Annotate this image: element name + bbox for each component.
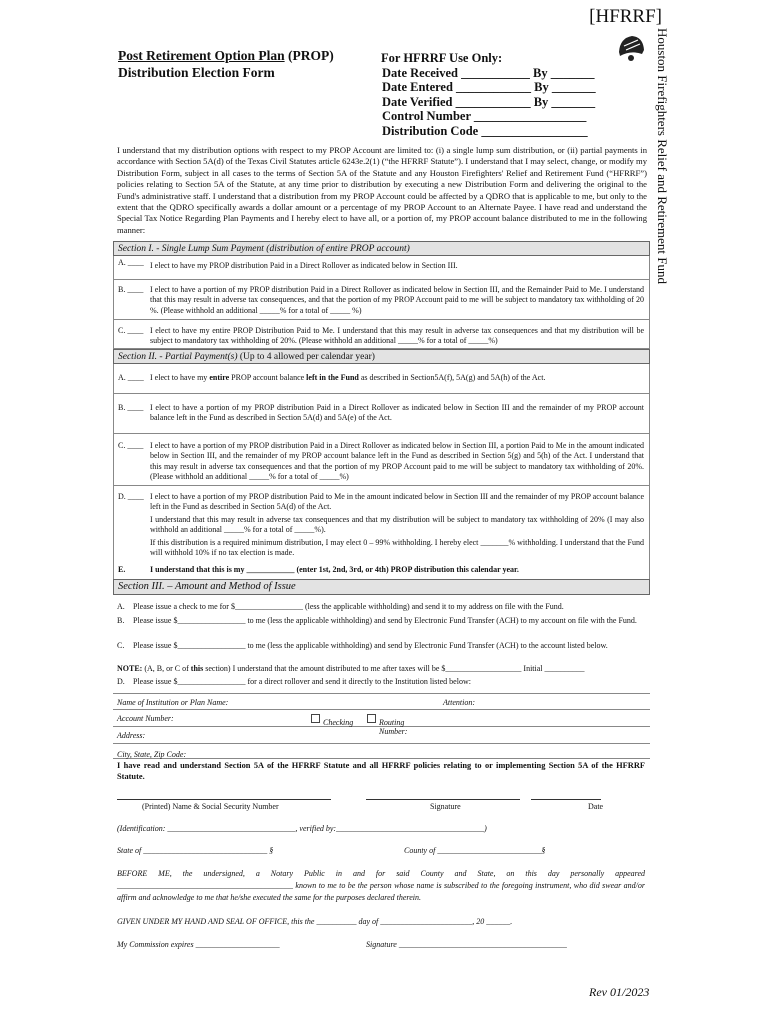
option-label: B. ____ [118, 403, 144, 412]
section-2-option-b[interactable] [113, 394, 650, 434]
option-label: C. ____ [118, 441, 144, 450]
option-text: I elect to have my entire PROP account balance left in the Fund as described in Section5A(f), 5A(g) and 5A(h) of the Act. [150, 373, 546, 382]
option-text: I elect to have a portion of my PROP distribution Paid to Me in the amount indicated below in Section III and the remainder of my PROP account balance left in the Fund as described in Section 5A(d) of the Act. I understand that this may result in adverse tax consequences and that my distribution will be subject to mandatory tax withholding of 20% (I may also withhold an additional _____% for a total of _____%). If this distribution is a required minimum distribution, I may elect 0 – 99% withholding. I hereby elect _______% withholding. I understand that the Fund will withhold 10% if no tax election is made. [150, 492, 644, 558]
section-1-heading: Section I. - Single Lump Sum Payment (distribution of entire PROP account) [113, 241, 650, 256]
institution-name-field[interactable]: Name of Institution or Plan Name: Attention: [113, 693, 650, 710]
office-distribution-code[interactable]: Distribution Code _________________ [382, 123, 588, 138]
firefighter-helmet-logo [616, 30, 646, 70]
option-label: B. ____ [118, 285, 144, 294]
city-state-zip-field[interactable]: City, State, Zip Code: [113, 744, 650, 759]
option-text: I elect to have a portion of my PROP distribution Paid in a Direct Rollover as indicated below in Section III, a portion Paid to Me in the amount indicated below in Section III, and the remainder of my PROP account balance left in the Fund as described in Section 5(g) and 5(h) of the Act. I understand that this may result in adverse tax consequences and that the portion of my PROP Account paid to me will be subject to mandatory tax withholding of 20%. (Please withhold an additional _____% for a total of _____%) [150, 441, 644, 482]
attention-field[interactable]: Attention: [443, 698, 475, 707]
office-control-number[interactable]: Control Number __________________ [382, 109, 587, 123]
option-label: D. ____ [118, 492, 144, 501]
office-use-block [382, 51, 596, 138]
option-text: I elect to have a portion of my PROP distribution Paid in a Direct Rollover as indicated below in Section III, and the Remainder Paid to Me. I understand that this may result in adverse tax consequences, and that the portion of my PROP Account paid to me will be subject to mandatory tax withholding of 20 %. (Please withhold an additional _____% for a total of _____ %) [150, 285, 644, 315]
given-under-hand-line[interactable]: GIVEN UNDER MY HAND AND SEAL OF OFFICE, this the __________ day of _______________________, 20 ______. [117, 917, 513, 926]
option-label: A. ____ [118, 258, 144, 267]
signature-line[interactable] [366, 799, 520, 800]
sidebar-fund-name: Houston Firefighters Relief and Retirement Fund [655, 28, 670, 284]
date-line[interactable] [531, 799, 601, 800]
office-date-received[interactable]: Date Received ___________ By _______ [382, 65, 595, 80]
intro-paragraph: I understand that my distribution options with respect to my PROP Account are limited to: (i) a single lump sum distribution, or (ii) partial payments in accordance with Section 5A(d) of the Texas Civil Statutes article 6243e.2(1) (“the HFRRF Statute”). I understand that I may select, change, or modify my Distribution Form, subject in all cases to the terms of Section 5A of the Statute and any Houston Firefighters' Relief and Retirement Fund (“HFRRF”) policies relating to Section 5A of the Statute, at any time prior to distribution by executing a new Distribution Form and delivering the original to the Fund's administrative staff. I understand that a distribution from my PROP Account could be affected by a QDRO that is applicable to me, but only to the extent that the QDRO specifically awards a dollar amount or a percentage of my PROP Account to an Alternate Payee. I have read and understand the Special Tax Notice Regarding Plan Payments and I hereby elect to have all, or a portion of, my PROP account balance distributed to me in the following manner: [117, 145, 647, 235]
option-label: A. ____ [118, 373, 144, 382]
section-3-heading: Section III. – Amount and Method of Issue [113, 579, 650, 595]
section-2-title: Section II. - Partial Payment(s) [118, 352, 238, 362]
section-1-option-b[interactable] [113, 280, 650, 320]
office-use-heading: For HFRRF Use Only: [381, 51, 503, 65]
notary-statement: BEFORE ME, the undersigned, a Notary Public in and for said County and State, on this day personally appeared ____________________________________________ known to me to be the person whose name is subscribed to the foregoing instrument, who did swear and/or affirm and acknowledge to me that he/she executed the same for the purposes declared therein. [117, 869, 645, 903]
section-1-option-c[interactable] [113, 320, 650, 349]
address-field[interactable]: Address: [113, 727, 650, 744]
section-3-option-b[interactable]: B. Please issue $_________________ to me (less the applicable withholding) and send by Electronic Fund Transfer (ACH) to my account on file with the Fund. [117, 616, 637, 625]
option-e-text[interactable]: I understand that this is my ____________ (enter 1st, 2nd, 3rd, or 4th) PROP distribution this calendar year. [150, 565, 519, 574]
section-2-heading [113, 349, 650, 364]
section-3-option-a[interactable]: A. Please issue a check to me for $_________________ (less the applicable withholding) and send it to my address on file with the Fund. [117, 602, 564, 611]
date-label: Date [588, 802, 604, 811]
attestation-text: I have read and understand Section 5A of the HFRRF Statute and all HFRRF policies relating to or implementing Section 5A of the HFRRF Statute. [117, 761, 645, 781]
option-e-label: E. [118, 565, 126, 574]
option-text: I elect to have a portion of my PROP distribution Paid in a Direct Rollover as indicated below in Section III and the remainder of my PROP account balance left in the Fund as described in Section 5A(d) and 5A(e) of the Act. [150, 403, 644, 423]
office-date-entered[interactable]: Date Entered ____________ By _______ [382, 80, 596, 94]
section-1-option-a[interactable] [113, 256, 650, 280]
signature-label: Signature [430, 802, 461, 811]
option-label: C. ____ [118, 326, 144, 335]
title-form-name: Distribution Election Form [118, 65, 275, 80]
section-2-option-d[interactable] [113, 486, 650, 580]
section-3-option-d[interactable]: D. Please issue $_________________ for a direct rollover and send it directly to the Institution listed below: [117, 677, 471, 686]
notary-signature-field[interactable]: Signature __________________________________________ [366, 940, 567, 949]
section-2-option-a[interactable] [113, 364, 650, 394]
office-date-verified[interactable]: Date Verified ____________ By _______ [382, 94, 596, 109]
notary-county-field[interactable]: County of __________________________§ [404, 846, 546, 855]
section-2-option-c[interactable] [113, 434, 650, 486]
form-title [118, 47, 334, 81]
section-3-note[interactable]: NOTE: (A, B, or C of this section) I understand that the amount distributed to me after taxes will be $___________________ Initial __________ [117, 664, 585, 673]
identification-field[interactable]: (Identification: ________________________________, verified by:_____________________________________) [117, 824, 487, 833]
title-plan: Post Retirement Option Plan [118, 48, 285, 63]
routing-number-field[interactable]: Routing Number: [367, 714, 379, 724]
revision-label: Rev 01/2023 [589, 985, 650, 999]
commission-expires-field[interactable]: My Commission expires _____________________ [117, 940, 280, 949]
checking-checkbox[interactable]: Checking [311, 714, 323, 724]
option-text: I elect to have my entire PROP Distribution Paid to Me. I understand that this may result in adverse tax consequences and that my distribution will be subject to mandatory tax withholding of 20%. (Please withhold an additional _____% for a total of _____%) [150, 326, 644, 346]
printed-name-label: (Printed) Name & Social Security Number [142, 802, 279, 811]
option-text: I elect to have my PROP distribution Paid in a Direct Rollover as indicated below in Section III. [150, 261, 458, 270]
section-3-option-c[interactable]: C. Please issue $_________________ to me (less the applicable withholding) and send by Electronic Fund Transfer (ACH) to the account listed below. [117, 641, 608, 650]
account-number-field[interactable]: Account Number: Checking Routing Number: [113, 710, 650, 727]
notary-state-field[interactable]: State of _______________________________ § [117, 846, 274, 855]
printed-name-line[interactable] [117, 799, 331, 800]
section-2-subtitle: (Up to 4 allowed per calendar year) [237, 352, 375, 362]
form-tag: [HFRRF] [589, 6, 662, 27]
title-plan-abbrev: (PROP) [284, 48, 334, 63]
